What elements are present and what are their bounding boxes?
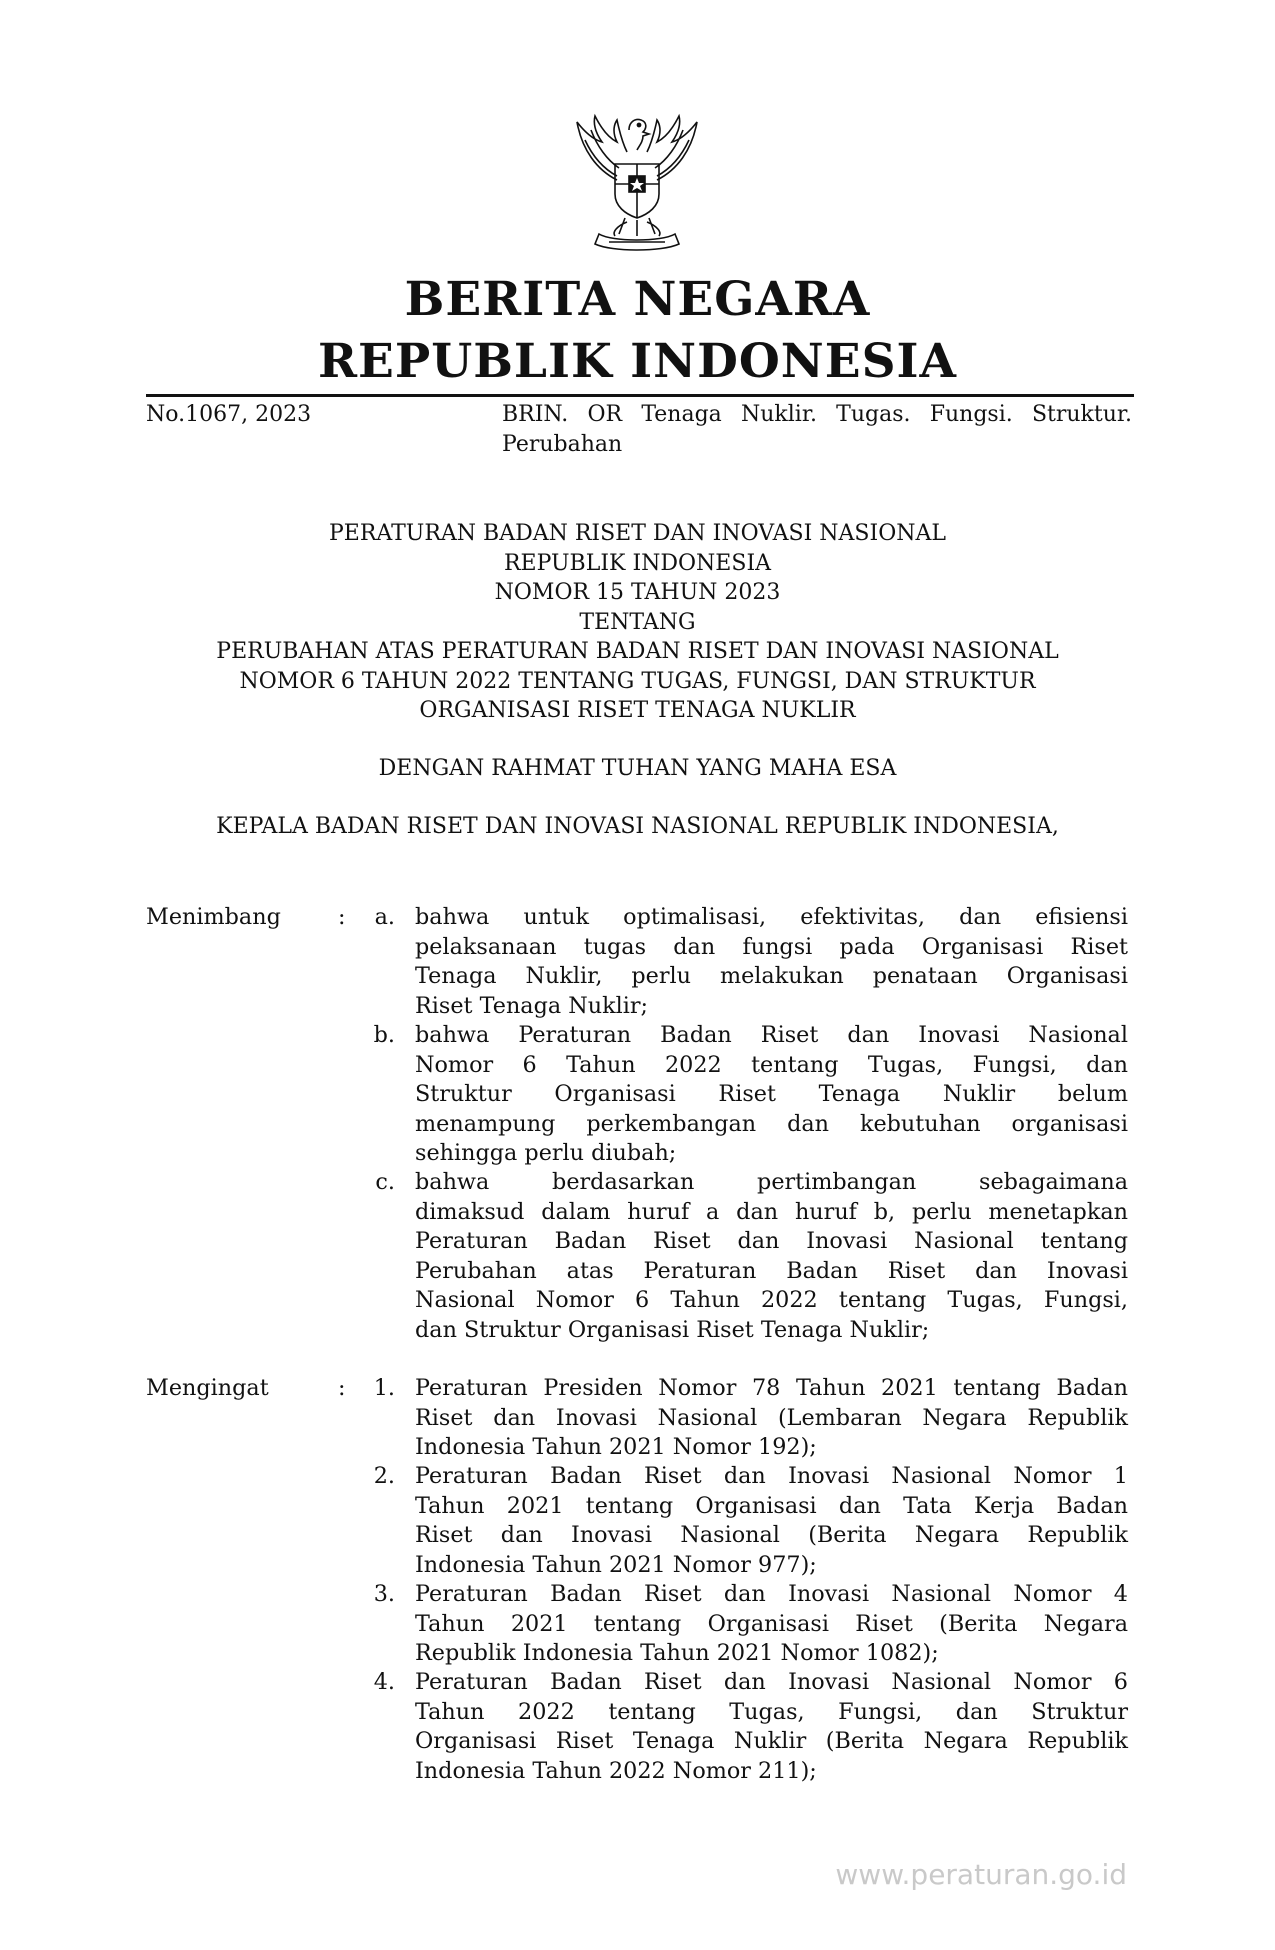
item-line: Nomor 6 Tahun 2022 tentang Tugas, Fungsi, dan — [415, 1051, 1128, 1078]
authority-line: KEPALA BADAN RISET DAN INOVASI NASIONAL REPUBLIK INDONESIA, — [216, 814, 1059, 839]
gazette-subject-line1: BRIN. OR Tenaga Nuklir. Tugas. Fungsi. Struktur. — [502, 402, 1132, 427]
gazette-subject-line2: Perubahan — [502, 432, 623, 457]
item-line: Peraturan Badan Riset dan Inovasi Nasional tentang — [415, 1228, 1128, 1254]
title-line: TENTANG — [579, 609, 696, 635]
title-line: ORGANISASI RISET TENAGA NUKLIR — [419, 698, 856, 723]
regulation-title — [0, 519, 1275, 726]
mengingat-colon: : — [338, 1375, 346, 1401]
item-marker: 2. — [373, 1463, 395, 1489]
item-line: bahwa untuk optimalisasi, efektivitas, dan efisiensi — [415, 904, 1128, 930]
item-line: Tenaga Nuklir, perlu melakukan penataan Organisasi — [415, 963, 1128, 989]
title-line: REPUBLIK INDONESIA — [503, 550, 772, 576]
item-line: Peraturan Badan Riset dan Inovasi Nasional Nomor 1 — [415, 1463, 1128, 1489]
title-line: PERUBAHAN ATAS PERATURAN BADAN RISET DAN INOVASI NASIONAL — [216, 639, 1059, 664]
item-marker: 4. — [373, 1669, 395, 1695]
site-watermark: www.peraturan.go.id — [835, 1858, 1127, 1891]
item-line: sehingga perlu diubah; — [415, 1140, 677, 1166]
item-line: Organisasi Riset Tenaga Nuklir (Berita Negara Republik — [415, 1728, 1128, 1754]
item-line: Indonesia Tahun 2022 Nomor 211); — [415, 1757, 817, 1784]
item-line: Peraturan Badan Riset dan Inovasi Nasional Nomor 4 — [415, 1581, 1128, 1607]
item-line: Riset dan Inovasi Nasional (Berita Negara Republik — [415, 1522, 1128, 1548]
title-line: NOMOR 6 TAHUN 2022 TENTANG TUGAS, FUNGSI, DAN STRUKTUR — [239, 668, 1036, 694]
blessing-line: DENGAN RAHMAT TUHAN YANG MAHA ESA — [378, 756, 897, 781]
item-line: Tahun 2021 tentang Organisasi dan Tata Kerja Badan — [415, 1492, 1128, 1519]
item-line: Struktur Organisasi Riset Tenaga Nuklir belum — [415, 1081, 1128, 1107]
item-line: Indonesia Tahun 2021 Nomor 977); — [415, 1551, 817, 1578]
menimbang-label: Menimbang — [146, 904, 281, 930]
item-marker: b. — [373, 1022, 395, 1048]
item-line: Peraturan Presiden Nomor 78 Tahun 2021 tentang Badan — [415, 1375, 1128, 1401]
item-line: Nasional Nomor 6 Tahun 2022 tentang Tugas, Fungsi, — [415, 1287, 1128, 1313]
item-line: Peraturan Badan Riset dan Inovasi Nasional Nomor 6 — [415, 1669, 1128, 1695]
item-line: Perubahan atas Peraturan Badan Riset dan Inovasi — [415, 1257, 1128, 1284]
item-marker: 1. — [373, 1375, 395, 1401]
item-line: Riset dan Inovasi Nasional (Lembaran Negara Republik — [415, 1404, 1128, 1431]
item-line: pelaksanaan tugas dan fungsi pada Organisasi Riset — [415, 933, 1128, 960]
item-marker: a. — [374, 904, 395, 930]
gazette-number: No.1067, 2023 — [146, 402, 312, 427]
title-line: NOMOR 15 TAHUN 2023 — [494, 580, 781, 605]
garuda-emblem-icon — [557, 110, 717, 255]
item-line: Republik Indonesia Tahun 2021 Nomor 1082); — [415, 1640, 939, 1666]
menimbang-colon: : — [338, 904, 346, 930]
item-line: bahwa Peraturan Badan Riset dan Inovasi Nasional — [415, 1022, 1128, 1048]
item-marker: 3. — [373, 1581, 395, 1607]
masthead-divider — [146, 394, 1134, 397]
item-line: bahwa berdasarkan pertimbangan sebagaimana — [415, 1169, 1128, 1195]
item-line: Tahun 2021 tentang Organisasi Riset (Berita Negara — [415, 1610, 1128, 1637]
title-line: PERATURAN BADAN RISET DAN INOVASI NASIONAL — [329, 521, 946, 546]
masthead-title-line1: BERITA NEGARA — [404, 272, 871, 327]
item-line: Tahun 2022 tentang Tugas, Fungsi, dan Struktur — [415, 1698, 1128, 1725]
masthead-title-line2: REPUBLIK INDONESIA — [317, 334, 957, 389]
item-line: menampung perkembangan dan kebutuhan organisasi — [415, 1110, 1128, 1137]
item-line: Indonesia Tahun 2021 Nomor 192); — [415, 1434, 817, 1460]
item-line: dan Struktur Organisasi Riset Tenaga Nuklir; — [415, 1316, 930, 1343]
item-marker: c. — [375, 1169, 395, 1195]
item-line: Riset Tenaga Nuklir; — [415, 992, 649, 1019]
mengingat-label: Mengingat — [146, 1375, 269, 1401]
item-line: dimaksud dalam huruf a dan huruf b, perlu menetapkan — [415, 1198, 1128, 1225]
